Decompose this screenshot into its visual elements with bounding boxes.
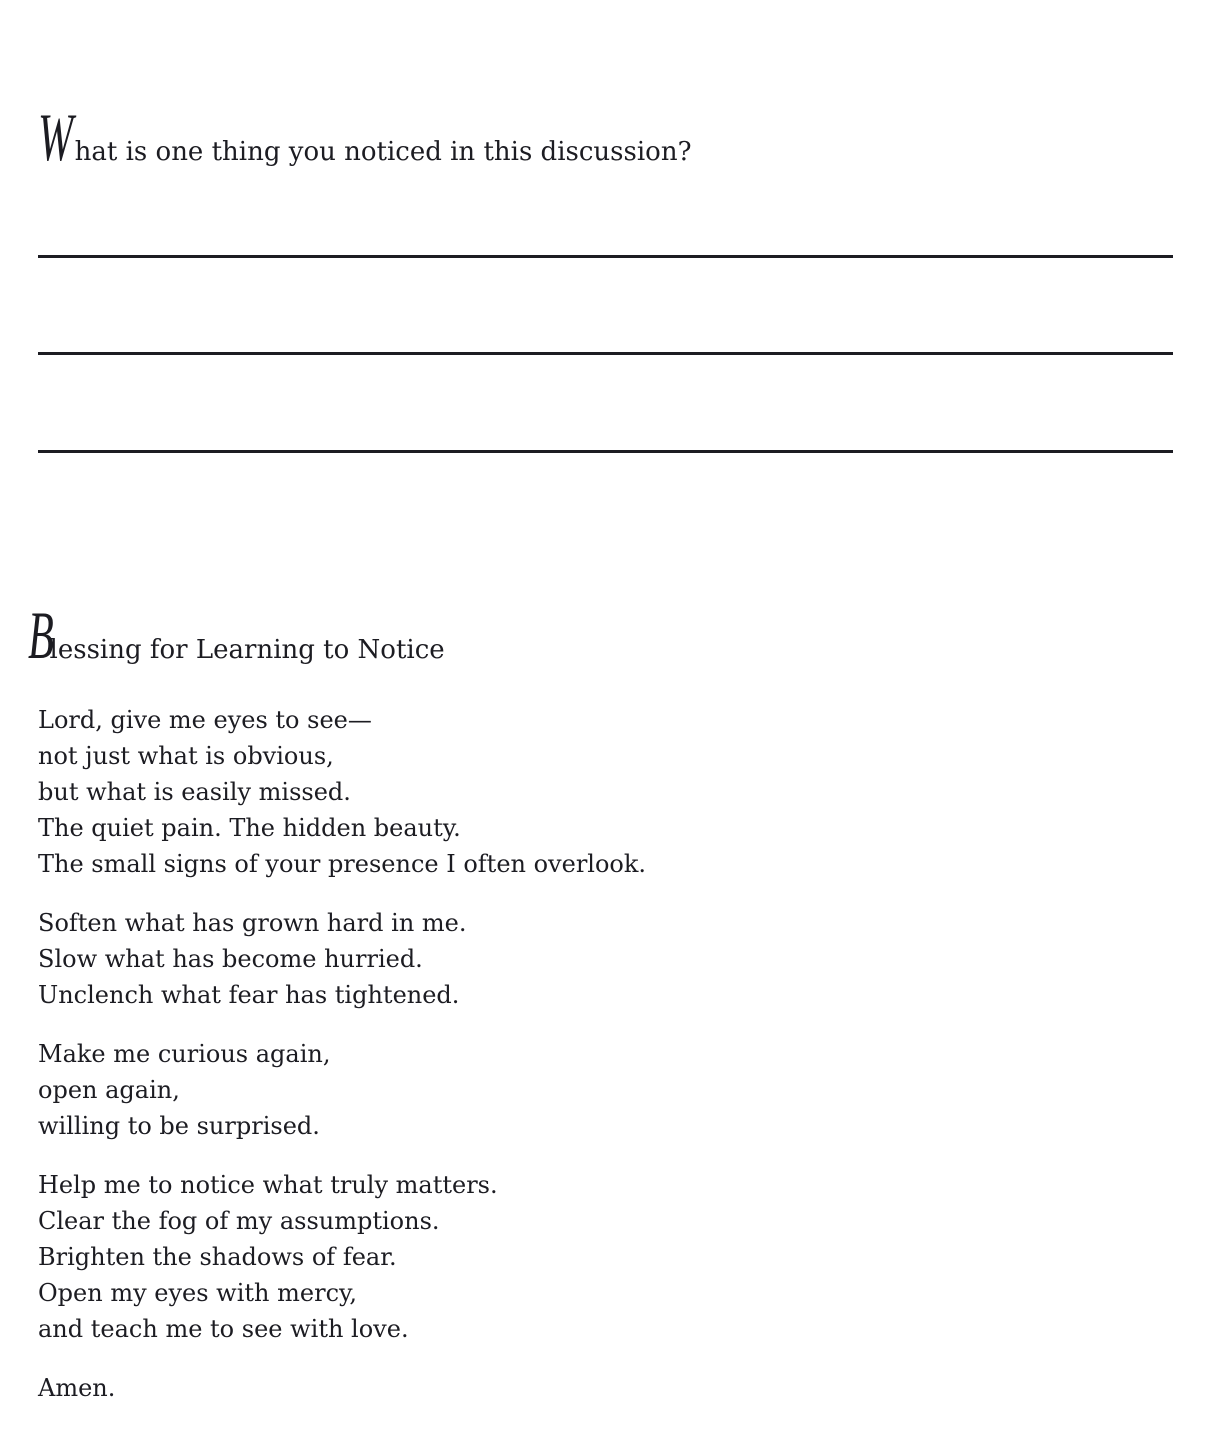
poem-line: Open my eyes with mercy, [38, 1279, 358, 1307]
poem-line-amen: Amen. [38, 1374, 116, 1402]
poem-line: The quiet pain. The hidden beauty. [38, 814, 461, 842]
poem-line: not just what is obvious, [38, 742, 334, 770]
poem-stanza-2 [38, 905, 646, 1013]
poem-line: Soften what has grown hard in me. [38, 909, 467, 937]
poem-line: The small signs of your presence I often overlook. [38, 850, 647, 878]
poem-line: and teach me to see with love. [38, 1315, 409, 1343]
blessing-title-text: lessing for Learning to Notice [49, 635, 445, 665]
poem-line: Brighten the shadows of fear. [38, 1243, 397, 1271]
question-text: hat is one thing you noticed in this discussion? [74, 137, 692, 167]
poem-line: Make me curious again, [38, 1040, 331, 1068]
poem-line: Slow what has become hurried. [38, 945, 423, 973]
poem-stanza-1 [38, 702, 646, 882]
blessing-title [28, 597, 445, 673]
answer-line-2[interactable] [38, 352, 1173, 355]
decorative-drop-letter: W [38, 99, 74, 175]
answer-line-3[interactable] [38, 450, 1173, 453]
poem-stanza-4 [38, 1167, 646, 1347]
poem-line: Lord, give me eyes to see— [38, 706, 372, 734]
poem-line: Unclench what fear has tightened. [38, 981, 460, 1009]
reflection-question-heading [38, 99, 692, 175]
poem-stanza-amen [38, 1370, 646, 1406]
blessing-poem [38, 702, 646, 1429]
poem-line: Help me to notice what truly matters. [38, 1171, 498, 1199]
decorative-drop-letter: B [28, 597, 54, 673]
poem-line: willing to be surprised. [38, 1112, 320, 1140]
poem-stanza-3 [38, 1036, 646, 1144]
poem-line: open again, [38, 1076, 180, 1104]
answer-line-1[interactable] [38, 255, 1173, 258]
poem-line: but what is easily missed. [38, 778, 351, 806]
poem-line: Clear the fog of my assumptions. [38, 1207, 440, 1235]
